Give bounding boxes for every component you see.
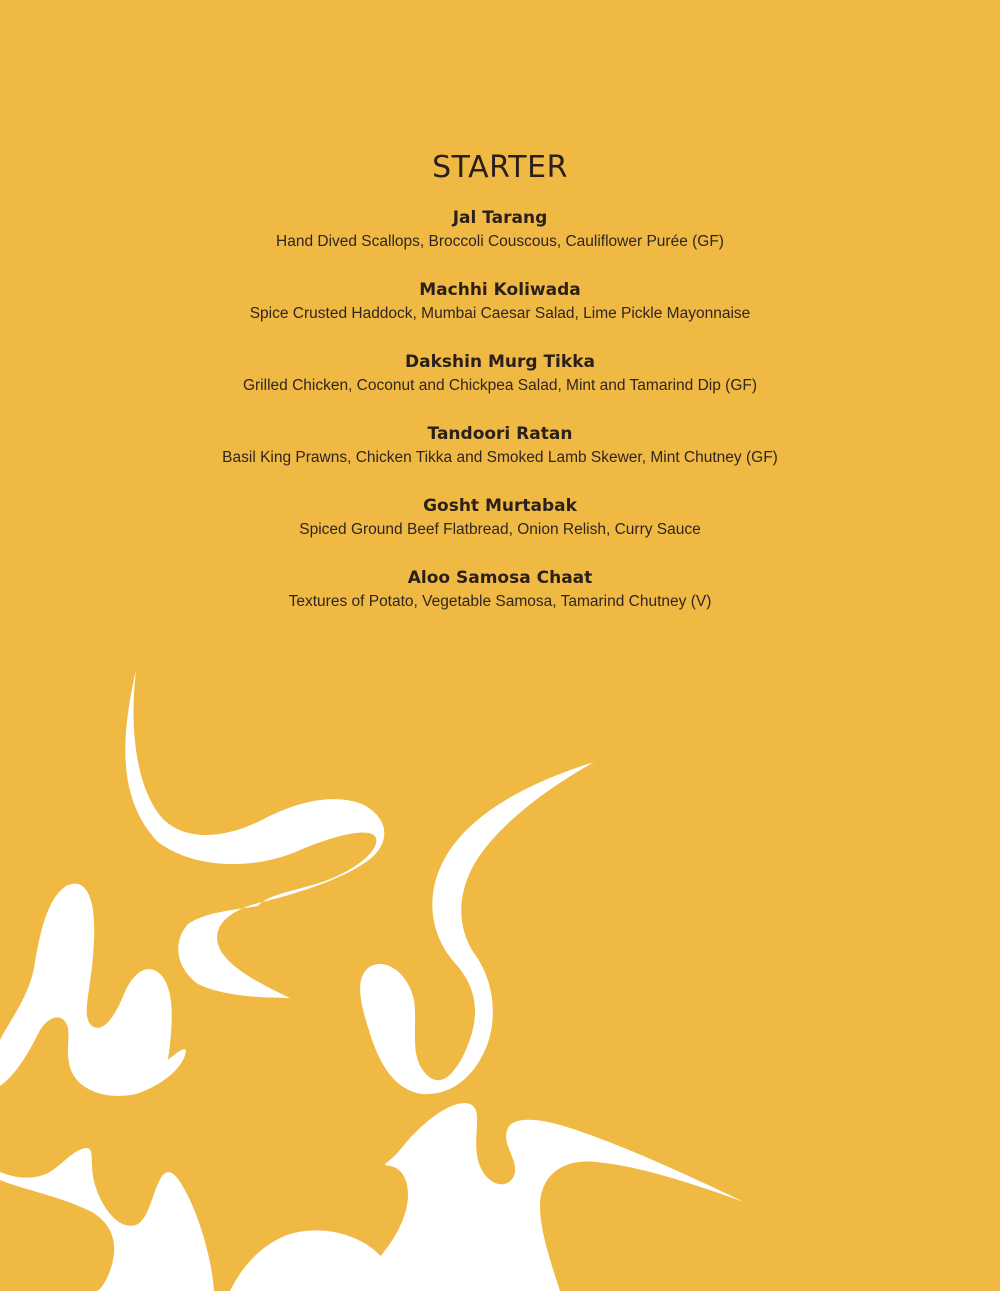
menu-item	[0, 494, 1000, 542]
menu-items-list	[0, 206, 1000, 614]
menu-item-description: Textures of Potato, Vegetable Samosa, Tamarind Chutney (V)	[288, 593, 712, 610]
menu-item-name: Dakshin Murg Tikka	[405, 352, 595, 372]
menu-content	[0, 148, 1000, 638]
menu-item	[0, 422, 1000, 470]
menu-item-description: Spice Crusted Haddock, Mumbai Caesar Salad, Lime Pickle Mayonnaise	[249, 305, 751, 322]
menu-item-name: Tandoori Ratan	[427, 424, 573, 444]
menu-item-name: Aloo Samosa Chaat	[407, 568, 593, 588]
flourish-shape	[350, 1103, 744, 1291]
section-title: STARTER	[432, 150, 568, 185]
flourish-shape	[0, 884, 186, 1096]
flourish-shape	[230, 1230, 396, 1291]
menu-item	[0, 206, 1000, 254]
menu-item	[0, 350, 1000, 398]
menu-item-description: Grilled Chicken, Coconut and Chickpea Salad, Mint and Tamarind Dip (GF)	[242, 377, 758, 394]
menu-item-name: Jal Tarang	[452, 208, 548, 228]
menu-item-name: Machhi Koliwada	[419, 280, 581, 300]
flourish-shape	[360, 762, 594, 1094]
menu-item-description: Basil King Prawns, Chicken Tikka and Smoked Lamb Skewer, Mint Chutney (GF)	[222, 449, 778, 466]
menu-item-description: Hand Dived Scallops, Broccoli Couscous, Cauliflower Purée (GF)	[276, 233, 724, 250]
menu-item-name: Gosht Murtabak	[423, 496, 577, 516]
flourish-shape	[125, 670, 384, 998]
menu-item	[0, 278, 1000, 326]
menu-item-description: Spiced Ground Beef Flatbread, Onion Relish, Curry Sauce	[299, 521, 701, 538]
flourish-shape	[0, 1148, 214, 1291]
menu-item	[0, 566, 1000, 614]
